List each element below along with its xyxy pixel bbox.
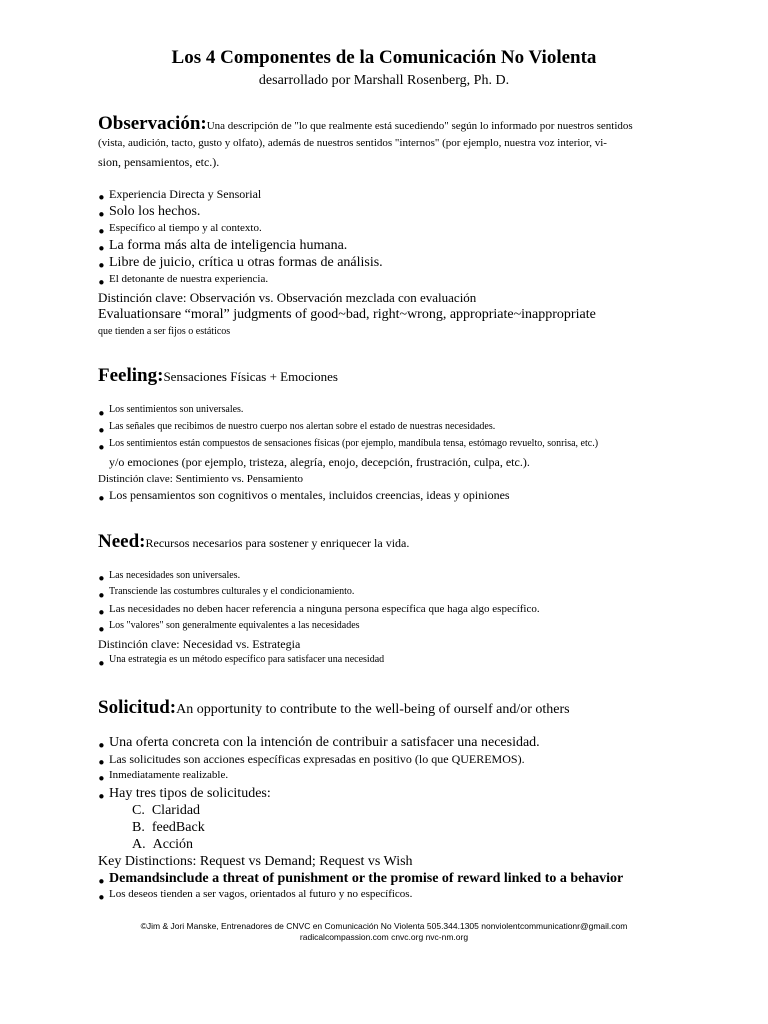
request-type-label: feedBack bbox=[151, 820, 205, 835]
evaluation-note: Evaluationsare “moral” judgments of good~bad, right~wrong, appropriate~inappropriate bbox=[98, 307, 596, 322]
list-item: Inmediatamente realizable. bbox=[109, 769, 229, 781]
request-type-marker: C. bbox=[132, 803, 145, 818]
list-item: Hay tres tipos de solicitudes: bbox=[109, 786, 271, 801]
footer-links: radicalcompassion.com cnvc.org nvc-nm.org bbox=[299, 932, 469, 942]
section-description: Sensaciones Físicas + Emociones bbox=[163, 369, 338, 384]
evaluation-note-continued: que tienden a ser fijos o estáticos bbox=[98, 326, 231, 337]
list-item-continued: y/o emociones (por ejemplo, tristeza, alegría, enojo, decepción, frustración, culpa, etc.). bbox=[109, 455, 530, 469]
bullet-icon: • bbox=[97, 788, 106, 806]
list-item: Los pensamientos son cognitivos o mentales, incluidos creencias, ideas y opiniones bbox=[109, 488, 510, 502]
bullet-icon: • bbox=[97, 439, 106, 457]
list-item: Demandsinclude a threat of punishment or the promise of reward linked to a behavior bbox=[109, 871, 624, 886]
bullet-icon: • bbox=[97, 405, 106, 423]
request-type-marker: A. bbox=[132, 837, 146, 852]
bullet-icon: • bbox=[97, 422, 106, 440]
section-heading: Need: bbox=[98, 531, 146, 552]
section-description-line: sion, pensamientos, etc.). bbox=[98, 155, 220, 169]
section-need-heading-line bbox=[98, 531, 409, 553]
bullet-icon: • bbox=[97, 570, 106, 588]
bullet-icon: • bbox=[97, 754, 106, 772]
section-solicitud-heading-line bbox=[98, 697, 570, 719]
bullet-icon: • bbox=[97, 889, 106, 907]
request-type-item bbox=[132, 837, 193, 853]
list-item: Específico al tiempo y al contexto. bbox=[109, 222, 262, 234]
list-item: Una estrategia es un método específico para satisfacer una necesidad bbox=[109, 654, 385, 665]
request-type-item bbox=[132, 803, 200, 819]
request-type-label: Claridad bbox=[151, 803, 201, 818]
section-heading: Observación: bbox=[98, 113, 207, 134]
request-type-label: Acción bbox=[152, 837, 194, 852]
document-title: Los 4 Componentes de la Comunicación No Violenta bbox=[171, 47, 597, 68]
list-item: Las solicitudes son acciones específicas expresadas en positivo (lo que QUEREMOS). bbox=[109, 752, 525, 766]
bullet-icon: • bbox=[97, 189, 106, 207]
bullet-icon: • bbox=[97, 873, 106, 891]
list-item: El detonante de nuestra experiencia. bbox=[109, 273, 269, 285]
key-distinction: Distinción clave: Observación vs. Observación mezclada con evaluación bbox=[98, 290, 477, 305]
list-item: Los sentimientos son universales. bbox=[109, 404, 244, 415]
list-item: Los "valores" son generalmente equivalentes a las necesidades bbox=[109, 620, 360, 631]
bullet-icon: • bbox=[97, 587, 106, 605]
section-description: Una descripción de "lo que realmente está sucediendo" según lo informado por nuestros sentidos bbox=[206, 120, 633, 132]
section-heading: Feeling: bbox=[98, 365, 164, 386]
list-item: Las necesidades son universales. bbox=[109, 570, 241, 581]
section-heading: Solicitud: bbox=[98, 697, 177, 718]
list-item: Las señales que recibimos de nuestro cuerpo nos alertan sobre el estado de nuestras necesidades. bbox=[109, 421, 496, 432]
bullet-icon: • bbox=[97, 737, 106, 755]
bullet-icon: • bbox=[97, 257, 106, 275]
section-feeling-heading-line bbox=[98, 365, 338, 387]
section-observacion-heading-line bbox=[98, 113, 633, 135]
key-distinction: Distinción clave: Necesidad vs. Estrategia bbox=[98, 637, 301, 651]
list-item: Experiencia Directa y Sensorial bbox=[109, 187, 262, 201]
bullet-icon: • bbox=[97, 770, 106, 788]
key-distinction: Key Distinctions: Request vs Demand; Request vs Wish bbox=[98, 854, 413, 869]
document-subtitle: desarrollado por Marshall Rosenberg, Ph. D. bbox=[258, 73, 510, 88]
section-description-line: (vista, audición, tacto, gusto y olfato), además de nuestros sentidos "internos" (por ejemplo, nuestra voz interior, vi- bbox=[98, 137, 607, 149]
list-item: Las necesidades no deben hacer referencia a ninguna persona específica que haga algo específico. bbox=[109, 603, 540, 615]
bullet-icon: • bbox=[97, 604, 106, 622]
key-distinction: Distinción clave: Sentimiento vs. Pensamiento bbox=[98, 473, 303, 485]
list-item: Solo los hechos. bbox=[109, 204, 201, 219]
bullet-icon: • bbox=[97, 274, 106, 292]
bullet-icon: • bbox=[97, 621, 106, 639]
list-item: Libre de juicio, crítica u otras formas de análisis. bbox=[109, 255, 383, 270]
list-item: Una oferta concreta con la intención de contribuir a satisfacer una necesidad. bbox=[109, 735, 540, 750]
section-description: An opportunity to contribute to the well-being of ourself and/or others bbox=[176, 702, 570, 717]
bullet-icon: • bbox=[97, 490, 106, 508]
section-description: Recursos necesarios para sostener y enriquecer la vida. bbox=[145, 536, 410, 550]
request-type-item bbox=[132, 820, 205, 836]
request-type-marker: B. bbox=[132, 820, 145, 835]
bullet-icon: • bbox=[97, 240, 106, 258]
footer-credits: ©Jim & Jori Manske, Entrenadores de CNVC en Comunicación No Violenta 505.344.1305 nonviolentcommunicationr@gmail.com bbox=[140, 921, 628, 931]
bullet-icon: • bbox=[97, 206, 106, 224]
list-item: Los sentimientos están compuestos de sensaciones físicas (por ejemplo, mandíbula tensa, estómago revuelto, sonrisa, etc.) bbox=[109, 438, 599, 449]
list-item: Los deseos tienden a ser vagos, orientados al futuro y no específicos. bbox=[109, 888, 413, 900]
bullet-icon: • bbox=[97, 655, 106, 673]
list-item: La forma más alta de inteligencia humana. bbox=[109, 238, 348, 253]
list-item: Transciende las costumbres culturales y el condicionamiento. bbox=[109, 586, 355, 597]
bullet-icon: • bbox=[97, 223, 106, 241]
